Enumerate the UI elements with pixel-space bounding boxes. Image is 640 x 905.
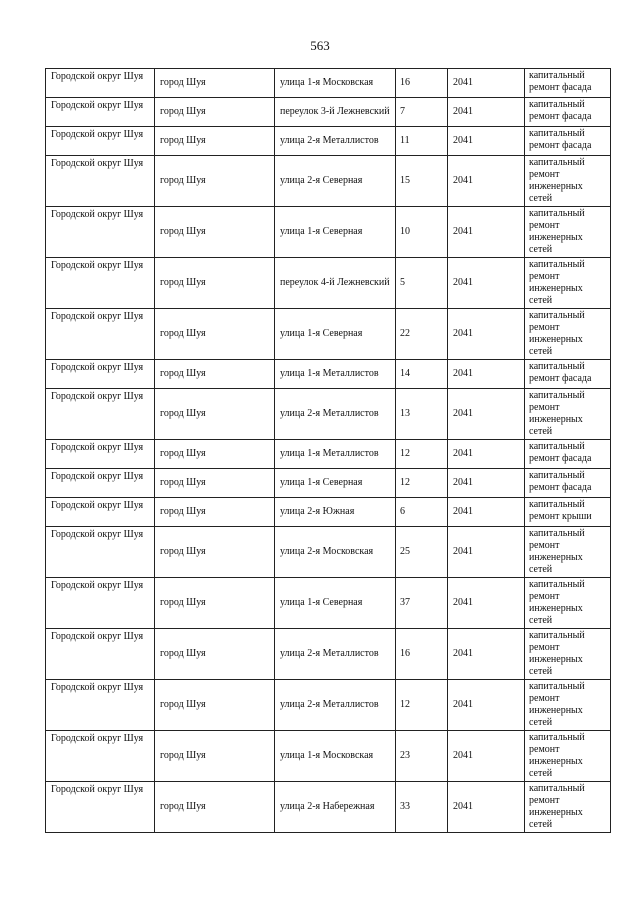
table-row (46, 469, 611, 498)
street-cell: улица 1-я Металлистов (275, 440, 396, 469)
house-number-cell: 37 (396, 578, 448, 629)
table-row (46, 258, 611, 309)
locality-cell: город Шуя (155, 469, 275, 498)
year-cell: 2041 (448, 440, 525, 469)
locality-cell: город Шуя (155, 389, 275, 440)
municipality-cell: Городской округ Шуя (46, 156, 155, 207)
work-type-cell: капитальный ремонт инженерных сетей (525, 731, 611, 782)
house-number-cell: 11 (396, 127, 448, 156)
work-type-cell: капитальный ремонт фасада (525, 127, 611, 156)
table-row (46, 309, 611, 360)
house-number-cell: 25 (396, 527, 448, 578)
table-row (46, 207, 611, 258)
year-cell: 2041 (448, 360, 525, 389)
municipality-cell: Городской округ Шуя (46, 731, 155, 782)
street-cell: улица 2-я Металлистов (275, 127, 396, 156)
street-cell: улица 2-я Северная (275, 156, 396, 207)
table-row (46, 440, 611, 469)
year-cell: 2041 (448, 98, 525, 127)
locality-cell: город Шуя (155, 782, 275, 833)
year-cell: 2041 (448, 527, 525, 578)
street-cell: улица 1-я Металлистов (275, 360, 396, 389)
year-cell: 2041 (448, 680, 525, 731)
municipality-cell: Городской округ Шуя (46, 498, 155, 527)
street-cell: улица 2-я Южная (275, 498, 396, 527)
municipality-cell: Городской округ Шуя (46, 69, 155, 98)
page-number: 563 (310, 38, 330, 53)
locality-cell: город Шуя (155, 309, 275, 360)
house-number-cell: 10 (396, 207, 448, 258)
locality-cell: город Шуя (155, 127, 275, 156)
work-type-cell: капитальный ремонт инженерных сетей (525, 629, 611, 680)
street-cell: улица 1-я Северная (275, 578, 396, 629)
municipality-cell: Городской округ Шуя (46, 782, 155, 833)
street-cell: переулок 3-й Лежневский (275, 98, 396, 127)
municipality-cell: Городской округ Шуя (46, 629, 155, 680)
street-cell: улица 2-я Металлистов (275, 680, 396, 731)
house-number-cell: 15 (396, 156, 448, 207)
table-row (46, 629, 611, 680)
locality-cell: город Шуя (155, 258, 275, 309)
table-row (46, 498, 611, 527)
table-row (46, 360, 611, 389)
house-number-cell: 7 (396, 98, 448, 127)
year-cell: 2041 (448, 309, 525, 360)
year-cell: 2041 (448, 731, 525, 782)
year-cell: 2041 (448, 389, 525, 440)
table-row (46, 731, 611, 782)
table-row (46, 680, 611, 731)
locality-cell: город Шуя (155, 731, 275, 782)
year-cell: 2041 (448, 258, 525, 309)
street-cell: улица 2-я Металлистов (275, 389, 396, 440)
house-number-cell: 6 (396, 498, 448, 527)
table-row (46, 98, 611, 127)
work-type-cell: капитальный ремонт фасада (525, 360, 611, 389)
locality-cell: город Шуя (155, 360, 275, 389)
locality-cell: город Шуя (155, 207, 275, 258)
municipality-cell: Городской округ Шуя (46, 98, 155, 127)
work-type-cell: капитальный ремонт инженерных сетей (525, 207, 611, 258)
repair-schedule-table (45, 68, 611, 833)
year-cell: 2041 (448, 69, 525, 98)
municipality-cell: Городской округ Шуя (46, 440, 155, 469)
work-type-cell: капитальный ремонт фасада (525, 98, 611, 127)
house-number-cell: 12 (396, 680, 448, 731)
table-row (46, 389, 611, 440)
municipality-cell: Городской округ Шуя (46, 469, 155, 498)
table-row (46, 127, 611, 156)
house-number-cell: 12 (396, 469, 448, 498)
house-number-cell: 14 (396, 360, 448, 389)
year-cell: 2041 (448, 498, 525, 527)
work-type-cell: капитальный ремонт фасада (525, 440, 611, 469)
street-cell: улица 2-я Набережная (275, 782, 396, 833)
house-number-cell: 16 (396, 629, 448, 680)
street-cell: улица 1-я Северная (275, 469, 396, 498)
table-row (46, 69, 611, 98)
table-row (46, 578, 611, 629)
work-type-cell: капитальный ремонт инженерных сетей (525, 680, 611, 731)
street-cell: улица 1-я Московская (275, 69, 396, 98)
locality-cell: город Шуя (155, 98, 275, 127)
house-number-cell: 22 (396, 309, 448, 360)
year-cell: 2041 (448, 127, 525, 156)
locality-cell: город Шуя (155, 156, 275, 207)
street-cell: улица 1-я Московская (275, 731, 396, 782)
work-type-cell: капитальный ремонт фасада (525, 469, 611, 498)
locality-cell: город Шуя (155, 629, 275, 680)
house-number-cell: 5 (396, 258, 448, 309)
street-cell: улица 2-я Металлистов (275, 629, 396, 680)
table-row (46, 527, 611, 578)
work-type-cell: капитальный ремонт крыши (525, 498, 611, 527)
work-type-cell: капитальный ремонт инженерных сетей (525, 156, 611, 207)
municipality-cell: Городской округ Шуя (46, 258, 155, 309)
house-number-cell: 12 (396, 440, 448, 469)
locality-cell: город Шуя (155, 578, 275, 629)
year-cell: 2041 (448, 782, 525, 833)
year-cell: 2041 (448, 629, 525, 680)
municipality-cell: Городской округ Шуя (46, 360, 155, 389)
locality-cell: город Шуя (155, 498, 275, 527)
locality-cell: город Шуя (155, 680, 275, 731)
locality-cell: город Шуя (155, 527, 275, 578)
municipality-cell: Городской округ Шуя (46, 578, 155, 629)
year-cell: 2041 (448, 578, 525, 629)
year-cell: 2041 (448, 207, 525, 258)
work-type-cell: капитальный ремонт инженерных сетей (525, 389, 611, 440)
house-number-cell: 13 (396, 389, 448, 440)
work-type-cell: капитальный ремонт инженерных сетей (525, 782, 611, 833)
house-number-cell: 33 (396, 782, 448, 833)
municipality-cell: Городской округ Шуя (46, 527, 155, 578)
year-cell: 2041 (448, 469, 525, 498)
work-type-cell: капитальный ремонт инженерных сетей (525, 309, 611, 360)
locality-cell: город Шуя (155, 440, 275, 469)
work-type-cell: капитальный ремонт инженерных сетей (525, 258, 611, 309)
street-cell: улица 2-я Московская (275, 527, 396, 578)
work-type-cell: капитальный ремонт инженерных сетей (525, 527, 611, 578)
street-cell: переулок 4-й Лежневский (275, 258, 396, 309)
table-body (46, 69, 611, 833)
work-type-cell: капитальный ремонт фасада (525, 69, 611, 98)
locality-cell: город Шуя (155, 69, 275, 98)
municipality-cell: Городской округ Шуя (46, 309, 155, 360)
street-cell: улица 1-я Северная (275, 309, 396, 360)
municipality-cell: Городской округ Шуя (46, 680, 155, 731)
house-number-cell: 16 (396, 69, 448, 98)
table-row (46, 156, 611, 207)
house-number-cell: 23 (396, 731, 448, 782)
municipality-cell: Городской округ Шуя (46, 127, 155, 156)
street-cell: улица 1-я Северная (275, 207, 396, 258)
year-cell: 2041 (448, 156, 525, 207)
municipality-cell: Городской округ Шуя (46, 207, 155, 258)
table-row (46, 782, 611, 833)
work-type-cell: капитальный ремонт инженерных сетей (525, 578, 611, 629)
municipality-cell: Городской округ Шуя (46, 389, 155, 440)
